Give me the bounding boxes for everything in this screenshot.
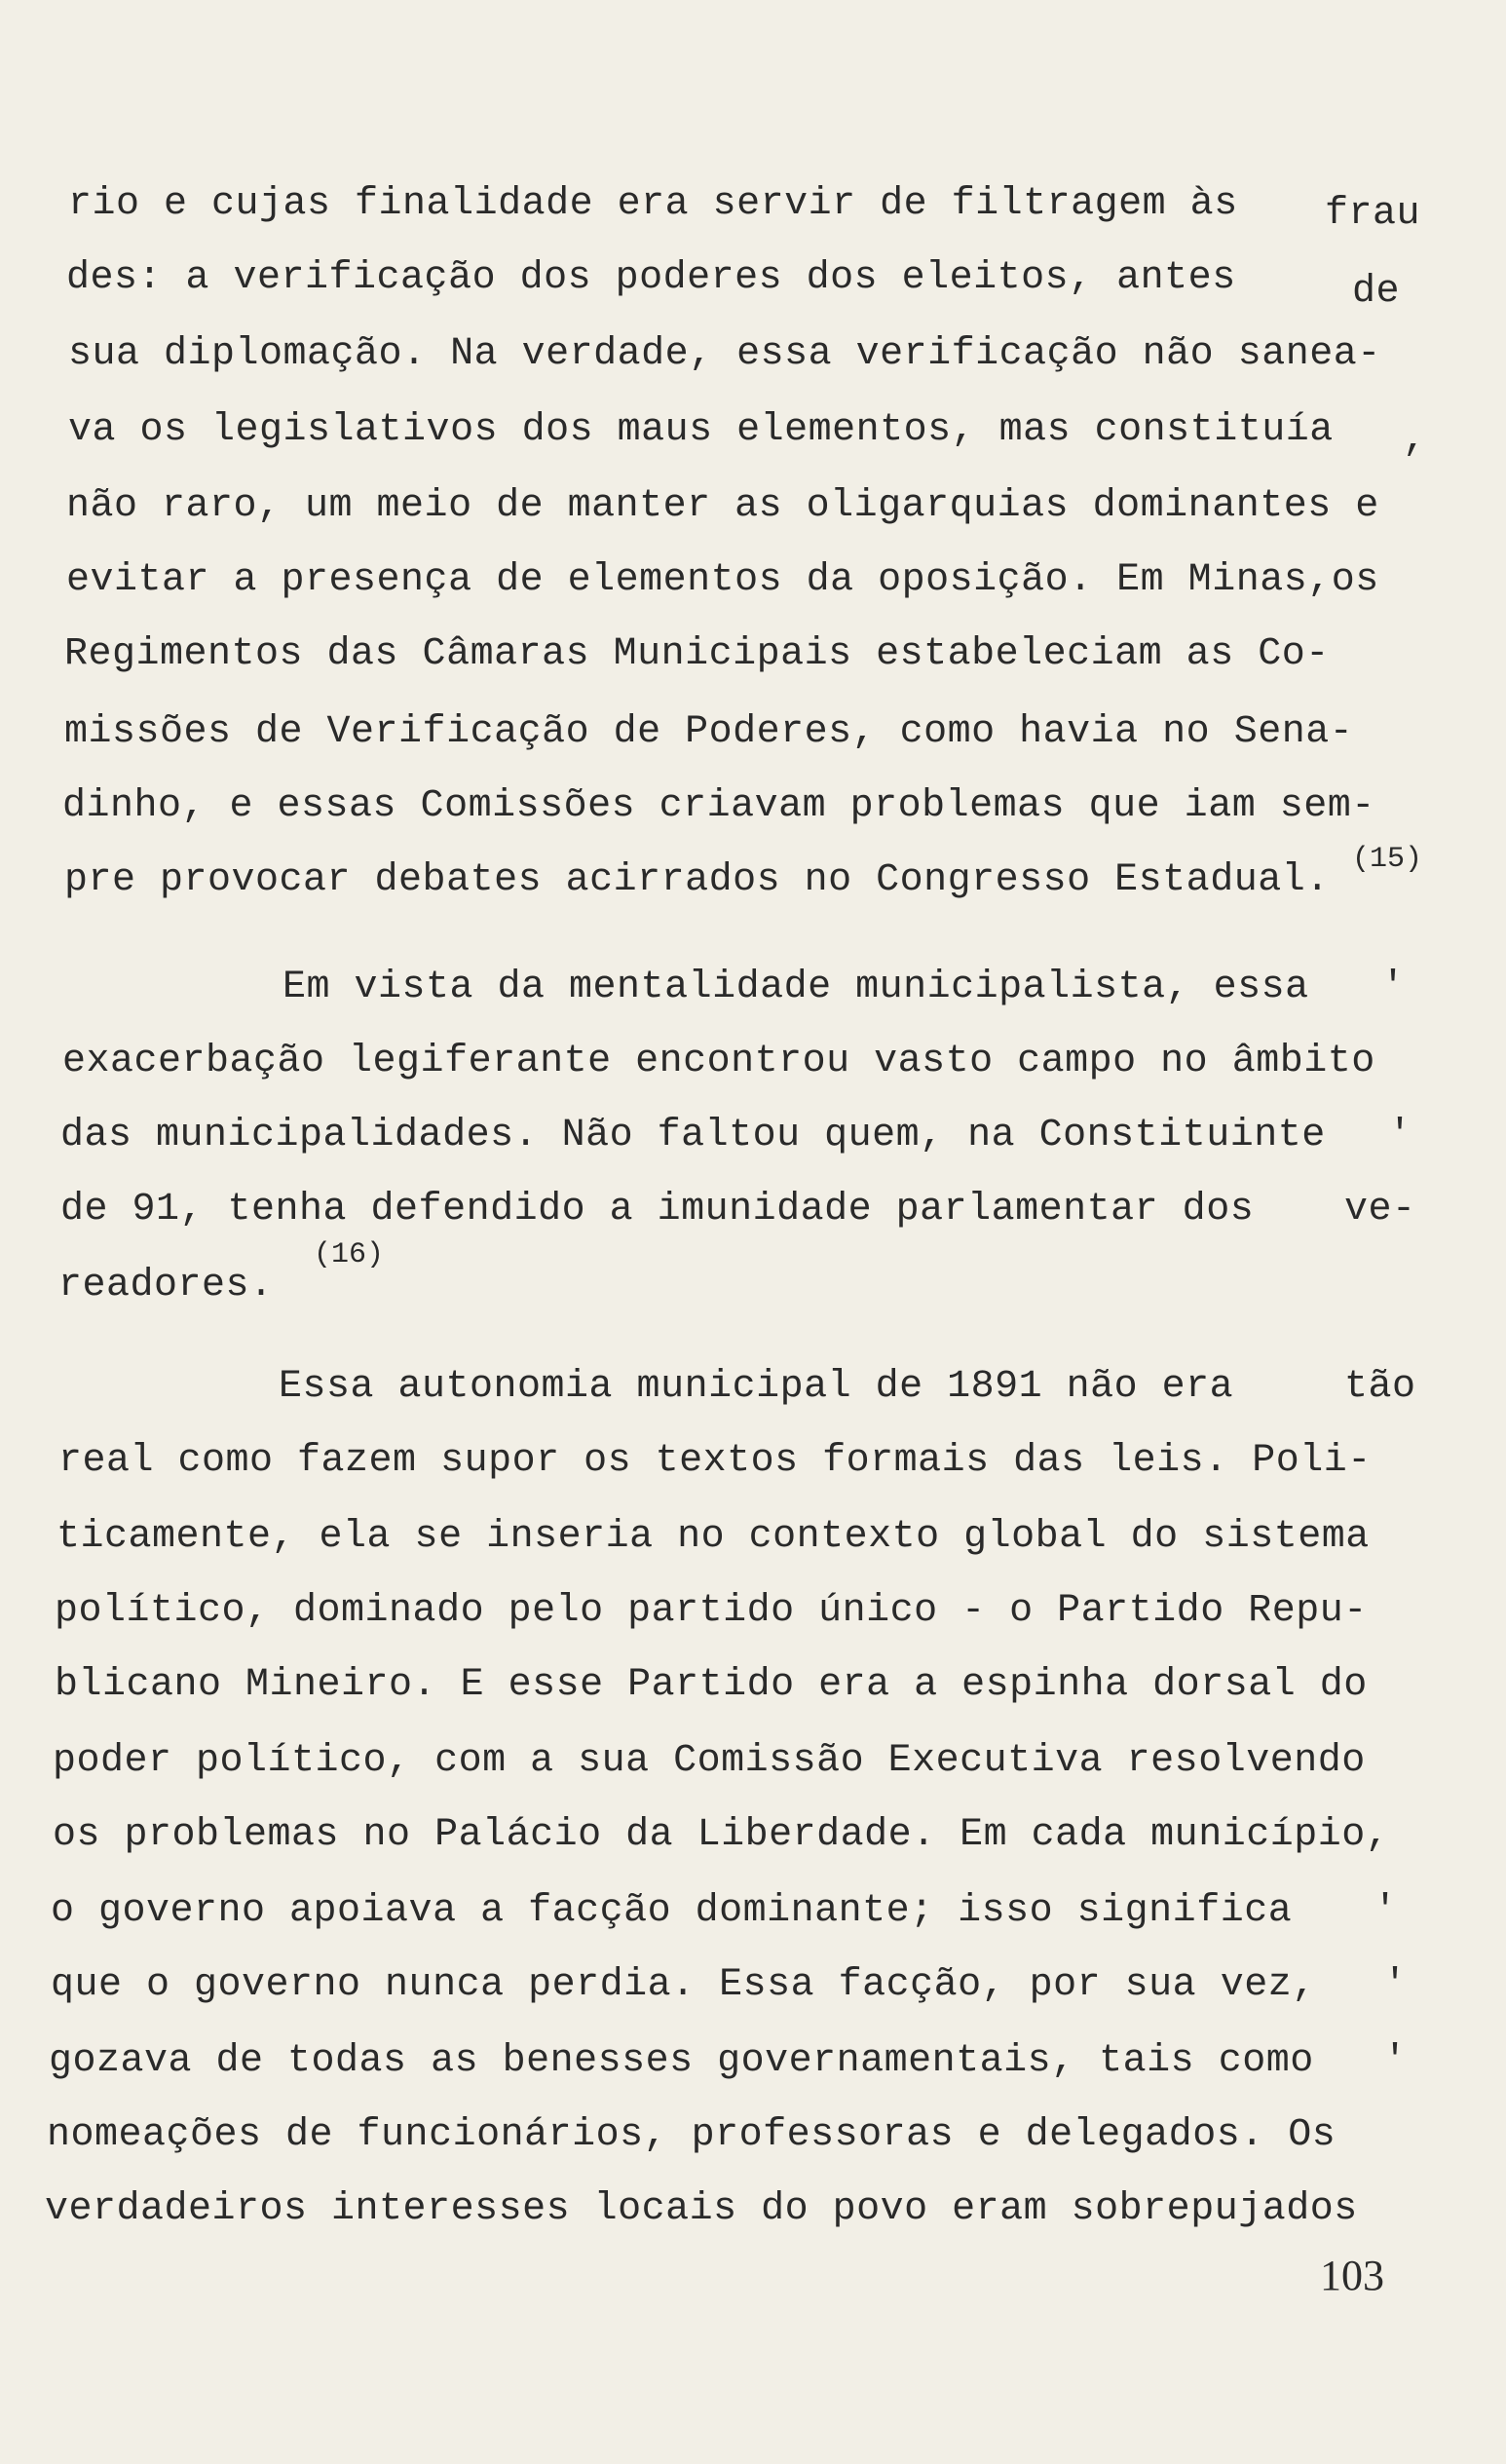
- text-line: readores.: [58, 1264, 274, 1308]
- text-line: missões de Verificação de Poderes, como havia no Sena-: [64, 710, 1354, 754]
- text-line: real como fazem supor os textos formais das leis. Poli-: [58, 1439, 1372, 1483]
- footnote-marker: (16): [314, 1238, 385, 1271]
- text-line: os problemas no Palácio da Liberdade. Em cada município,: [53, 1813, 1390, 1857]
- text-line: evitar a presença de elementos da oposição. Em Minas,os: [66, 558, 1379, 602]
- footnote-marker: (15): [1352, 843, 1423, 876]
- text-line-end: ': [1381, 966, 1406, 1009]
- text-line: pre provocar debates acirrados no Congresso Estadual.: [64, 858, 1330, 902]
- page-number: 103: [1320, 2252, 1384, 2299]
- text-line-end: ': [1383, 1963, 1408, 2007]
- text-line-end: ve-: [1344, 1188, 1416, 1232]
- text-line-end: ': [1388, 1114, 1412, 1157]
- text-line: rio e cujas finalidade era servir de filtragem às: [68, 182, 1238, 226]
- text-line: nomeações de funcionários, professoras e delegados. Os: [47, 2113, 1337, 2157]
- text-line: Regimentos das Câmaras Municipais estabeleciam as Co-: [64, 632, 1330, 676]
- text-line: poder político, com a sua Comissão Executiva resolvendo: [53, 1739, 1366, 1783]
- text-line: exacerbação legiferante encontrou vasto campo no âmbito: [62, 1040, 1375, 1083]
- text-line: blicano Mineiro. E esse Partido era a espinha dorsal do: [55, 1663, 1368, 1707]
- text-line-end: ': [1383, 2039, 1408, 2083]
- text-line: Essa autonomia municipal de 1891 não era: [279, 1365, 1234, 1409]
- text-line: Em vista da mentalidade municipalista, essa: [282, 966, 1309, 1009]
- text-line-end: ,: [1403, 418, 1427, 462]
- text-line: va os legislativos dos maus elementos, mas constituía: [68, 408, 1334, 452]
- text-line: político, dominado pelo partido único - o Partido Repu-: [55, 1589, 1368, 1633]
- text-line: o governo apoiava a facção dominante; isso significa: [51, 1889, 1293, 1933]
- text-line: das municipalidades. Não faltou quem, na Constituinte: [60, 1114, 1326, 1157]
- text-line-end: tão: [1344, 1365, 1416, 1409]
- text-line: de 91, tenha defendido a imunidade parlamentar dos: [60, 1188, 1255, 1232]
- text-line: ticamente, ela se inseria no contexto global do sistema: [56, 1515, 1370, 1559]
- text-line: des: a verificação dos poderes dos eleitos, antes: [66, 256, 1236, 300]
- text-line: não raro, um meio de manter as oligarquias dominantes e: [66, 484, 1379, 528]
- text-line: gozava de todas as benesses governamentais, tais como: [49, 2039, 1314, 2083]
- text-line-end: ': [1374, 1889, 1398, 1933]
- text-line: dinho, e essas Comissões criavam problemas que iam sem-: [62, 784, 1375, 828]
- text-line-end: de: [1352, 270, 1401, 314]
- text-line-end: frau: [1325, 192, 1421, 236]
- text-line: que o governo nunca perdia. Essa facção, por sua vez,: [51, 1963, 1316, 2007]
- text-line: sua diplomação. Na verdade, essa verificação não sanea-: [68, 332, 1381, 376]
- text-line: verdadeiros interesses locais do povo eram sobrepujados: [45, 2187, 1358, 2231]
